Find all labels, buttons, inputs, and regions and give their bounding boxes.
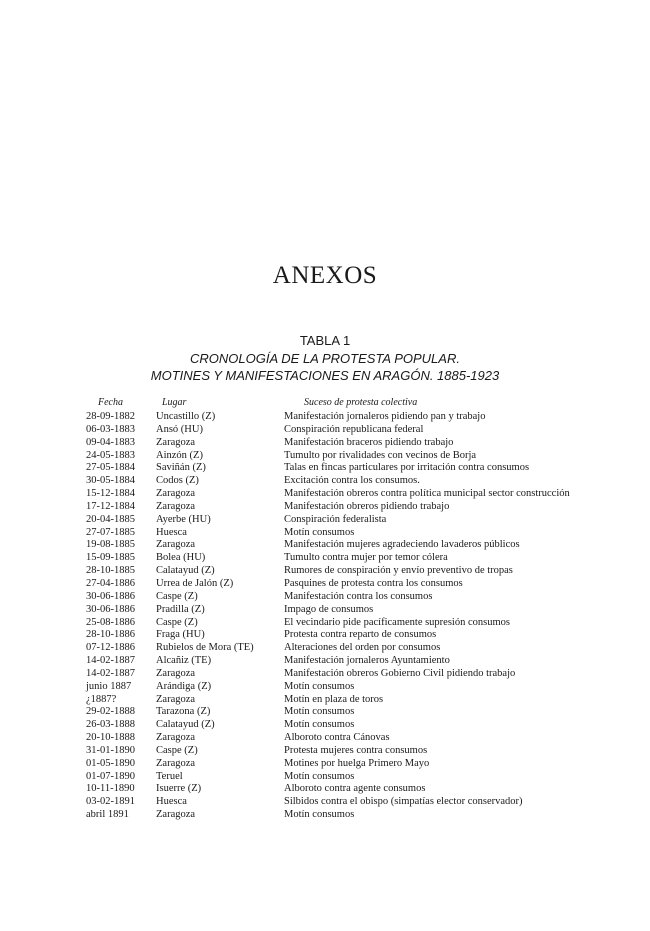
cell-place: Uncastillo (Z): [156, 411, 216, 422]
cell-date: 20-10-1888: [86, 732, 135, 744]
table-row: [0, 527, 650, 540]
table-row: [0, 783, 650, 796]
cell-place: Caspe (Z): [156, 744, 198, 756]
column-header-place: Lugar: [162, 397, 187, 408]
cell-date: 30-06-1886: [86, 603, 135, 615]
table-row: [0, 706, 650, 719]
cell-date: 09-04-1883: [86, 436, 135, 448]
cell-event: Impago de consumos: [284, 603, 374, 615]
cell-place: Isuerre (Z): [156, 783, 202, 795]
cell-event: Tumulto por rivalidades con vecinos de Borja: [284, 449, 477, 461]
cell-date: 28-10-1886: [86, 629, 135, 641]
cell-date: 30-05-1884: [86, 475, 135, 487]
column-headers: [0, 397, 650, 411]
cell-place: Zaragoza: [156, 757, 196, 769]
cell-date: 14-02-1887: [86, 667, 135, 679]
cell-place: Urrea de Jalón (Z): [156, 577, 234, 589]
cell-event: Manifestación obreros Gobierno Civil pidiendo trabajo: [284, 667, 516, 679]
cell-place: Huesca: [156, 526, 187, 538]
cell-event: Motín consumos: [284, 680, 355, 692]
cell-event: Protesta contra reparto de consumos: [284, 629, 437, 641]
cell-event: Alboroto contra agente consumos: [284, 783, 426, 795]
cell-place: Teruel: [156, 770, 183, 782]
cell-date: 27-07-1885: [86, 526, 135, 538]
cell-date: 26-03-1888: [86, 719, 135, 731]
cell-date: 10-11-1890: [86, 783, 135, 795]
cell-event: Manifestación obreros contra política municipal sector construcción: [284, 488, 570, 500]
cell-date: 24-05-1883: [86, 449, 135, 461]
cell-date: 28-09-1882: [86, 411, 135, 422]
cell-date: 30-06-1886: [86, 590, 135, 602]
cell-date: 31-01-1890: [86, 744, 135, 756]
cell-date: 15-09-1885: [86, 552, 135, 564]
table-row: [0, 668, 650, 681]
cell-place: Zaragoza: [156, 809, 196, 821]
cell-event: Motín consumos: [284, 719, 355, 731]
table-row: [0, 758, 650, 771]
page-heading: ANEXOS: [272, 262, 378, 289]
cell-event: Pasquines de protesta contra los consumos: [284, 577, 463, 589]
cell-event: Tumulto contra mujer por temor cólera: [284, 552, 448, 564]
cell-place: Caspe (Z): [156, 616, 198, 628]
cell-event: Manifestación jornaleros pidiendo pan y trabajo: [284, 411, 486, 422]
cell-date: 28-10-1885: [86, 565, 135, 577]
cell-place: Zaragoza: [156, 732, 196, 744]
cell-place: Bolea (HU): [156, 552, 206, 564]
cell-event: Conspiración republicana federal: [284, 423, 424, 435]
table-row: [0, 424, 650, 437]
table-row: [0, 437, 650, 450]
cell-event: Silbidos contra el obispo (simpatías elector conservador): [284, 796, 523, 808]
column-header-event: Suceso de protesta colectiva: [304, 397, 418, 408]
table-row: [0, 501, 650, 514]
cell-event: Alboroto contra Cánovas: [284, 732, 390, 744]
cell-event: Motín en plaza de toros: [284, 693, 384, 705]
cell-place: Fraga (HU): [156, 629, 205, 641]
cell-event: Protesta mujeres contra consumos: [284, 744, 428, 756]
cell-event: El vecindario pide pacíficamente supresión consumos: [284, 616, 510, 628]
cell-date: 06-03-1883: [86, 423, 135, 435]
table-row: [0, 681, 650, 694]
cell-date: 20-04-1885: [86, 513, 135, 525]
table-row: [0, 796, 650, 809]
table-row: [0, 719, 650, 732]
cell-event: Motines por huelga Primero Mayo: [284, 757, 430, 769]
cell-date: 27-05-1884: [86, 462, 135, 474]
cell-date: 15-12-1884: [86, 488, 135, 500]
cell-place: Ayerbe (HU): [156, 513, 211, 525]
cell-place: Alcañiz (TE): [156, 655, 212, 667]
table-row: [0, 617, 650, 630]
cell-event: Conspiración federalista: [284, 513, 387, 525]
table-row: [0, 488, 650, 501]
table-row: [0, 552, 650, 565]
cell-date: abril 1891: [86, 809, 129, 821]
table-row: [0, 411, 650, 424]
table-row: [0, 450, 650, 463]
cell-date: 25-08-1886: [86, 616, 135, 628]
cell-event: Manifestación braceros pidiendo trabajo: [284, 436, 454, 448]
table-title-line-1: CRONOLOGÍA DE LA PROTESTA POPULAR.: [190, 351, 460, 366]
cell-event: Talas en fincas particulares por irritación contra consumos: [284, 462, 530, 474]
table-row: [0, 694, 650, 707]
table-row: [0, 655, 650, 668]
cell-place: Saviñán (Z): [156, 462, 206, 474]
table-row: [0, 475, 650, 488]
table-row: [0, 604, 650, 617]
cell-date: 01-05-1890: [86, 757, 135, 769]
table-row: [0, 539, 650, 552]
cell-date: 01-07-1890: [86, 770, 135, 782]
cell-place: Zaragoza: [156, 667, 196, 679]
cell-place: Caspe (Z): [156, 590, 198, 602]
cell-date: 07-12-1886: [86, 642, 135, 654]
cell-date: 17-12-1884: [86, 500, 135, 512]
cell-place: Zaragoza: [156, 500, 196, 512]
cell-date: ¿1887?: [86, 693, 117, 705]
cell-date: 27-04-1886: [86, 577, 135, 589]
cell-date: 14-02-1887: [86, 655, 135, 667]
table-row: [0, 745, 650, 758]
cell-event: Alteraciones del orden por consumos: [284, 642, 441, 654]
table-row: [0, 565, 650, 578]
table-title: [0, 350, 650, 384]
cell-place: Zaragoza: [156, 436, 196, 448]
table-number: TABLA 1: [299, 333, 351, 348]
cell-date: 03-02-1891: [86, 796, 135, 808]
cell-place: Codos (Z): [156, 475, 199, 487]
cell-date: 19-08-1885: [86, 539, 135, 551]
table-row: [0, 578, 650, 591]
cell-place: Tarazona (Z): [156, 706, 211, 718]
table-row: [0, 809, 650, 822]
cell-place: Zaragoza: [156, 693, 196, 705]
cell-place: Ainzón (Z): [156, 449, 203, 461]
table-body: [0, 411, 650, 822]
cell-event: Excitación contra los consumos.: [284, 475, 420, 487]
cell-place: Ansó (HU): [156, 423, 203, 435]
table-row: [0, 514, 650, 527]
cell-place: Huesca: [156, 796, 187, 808]
cell-event: Manifestación contra los consumos: [284, 590, 433, 602]
table-row: [0, 732, 650, 745]
table-row: [0, 771, 650, 784]
table-row: [0, 642, 650, 655]
cell-place: Zaragoza: [156, 539, 196, 551]
table-row: [0, 629, 650, 642]
cell-place: Calatayud (Z): [156, 719, 215, 731]
cell-event: Rumores de conspiración y envío preventivo de tropas: [284, 565, 513, 577]
cell-event: Manifestación obreros pidiendo trabajo: [284, 500, 450, 512]
cell-event: Manifestación mujeres agradeciendo lavaderos públicos: [284, 539, 520, 551]
cell-event: Motín consumos: [284, 706, 355, 718]
cell-event: Motín consumos: [284, 770, 355, 782]
cell-place: Calatayud (Z): [156, 565, 215, 577]
cell-place: Zaragoza: [156, 488, 196, 500]
table-row: [0, 591, 650, 604]
cell-place: Rubielos de Mora (TE): [156, 642, 254, 654]
cell-event: Motín consumos: [284, 809, 355, 821]
table-title-line-2: MOTINES Y MANIFESTACIONES EN ARAGÓN. 1885-1923: [150, 368, 500, 383]
cell-date: junio 1887: [86, 680, 132, 692]
cell-event: Motín consumos: [284, 526, 355, 538]
cell-date: 29-02-1888: [86, 706, 135, 718]
table-row: [0, 462, 650, 475]
cell-event: Manifestación jornaleros Ayuntamiento: [284, 655, 450, 667]
cell-place: Pradilla (Z): [156, 603, 205, 615]
column-header-date: Fecha: [98, 397, 123, 408]
cell-place: Arándiga (Z): [156, 680, 212, 692]
